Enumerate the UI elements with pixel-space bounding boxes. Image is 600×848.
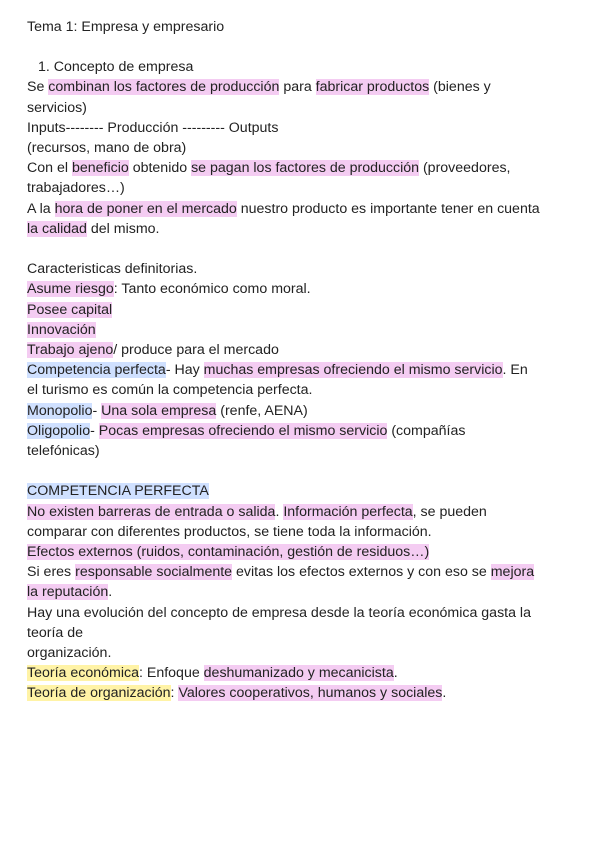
- highlighted-text: se pagan los factores de producción: [191, 160, 420, 177]
- text-segment: servicios): [27, 99, 87, 116]
- highlighted-text: Competencia perfecta: [27, 362, 166, 379]
- text-line: [27, 17, 578, 37]
- text-segment: (renfe, AENA): [216, 402, 308, 419]
- text-segment: (compañías: [387, 422, 466, 439]
- text-line: [27, 259, 578, 279]
- text-segment: -: [90, 422, 99, 439]
- text-line: [27, 57, 578, 77]
- highlighted-text: Pocas empresas ofreciendo el mismo servicio: [98, 422, 388, 439]
- text-segment: para: [279, 79, 316, 96]
- text-segment: Inputs-------- Producción --------- Outputs: [27, 119, 279, 136]
- highlighted-text: Información perfecta: [283, 503, 413, 520]
- text-line: [27, 663, 578, 683]
- text-segment: .: [275, 503, 284, 520]
- text-line: [27, 300, 578, 320]
- highlighted-text: Teoría económica: [27, 665, 139, 682]
- text-segment: telefónicas): [27, 443, 100, 460]
- text-line: [27, 502, 578, 522]
- text-line: [27, 158, 578, 178]
- text-segment: :: [170, 685, 179, 702]
- text-line: [27, 623, 578, 643]
- text-segment: . En: [502, 362, 528, 379]
- text-segment: .: [393, 665, 398, 682]
- highlighted-text: No existen barreras de entrada o salida: [27, 503, 276, 520]
- highlighted-text: Innovación: [27, 321, 96, 338]
- highlighted-text: combinan los factores de producción: [48, 79, 280, 96]
- text-line: [27, 401, 578, 421]
- text-segment: (bienes y: [429, 79, 491, 96]
- text-segment: Caracteristicas definitorias.: [27, 261, 198, 278]
- text-segment: A la: [27, 200, 55, 217]
- text-segment: evitas los efectos externos y con eso se: [232, 564, 491, 581]
- text-line: [27, 77, 578, 97]
- text-segment: obtenido: [128, 160, 192, 177]
- text-line: [27, 603, 578, 623]
- text-line: [27, 481, 578, 501]
- text-segment: : Tanto económico como moral.: [113, 281, 311, 298]
- text-segment: 1. Concepto de empresa: [38, 59, 194, 76]
- text-line: [27, 421, 578, 441]
- highlighted-text: beneficio: [71, 160, 129, 177]
- blank-line: [27, 239, 578, 259]
- highlighted-text: Asume riesgo: [27, 281, 114, 298]
- highlighted-text: Oligopolio: [27, 422, 91, 439]
- text-segment: del mismo.: [86, 220, 160, 237]
- text-line: [27, 199, 578, 219]
- highlighted-text: la reputación: [27, 584, 109, 601]
- text-line: [27, 522, 578, 542]
- text-segment: Tema 1: Empresa y empresario: [27, 19, 225, 35]
- text-segment: -: [92, 402, 102, 419]
- text-line: [27, 562, 578, 582]
- text-segment: comparar con diferentes productos, se tiene toda la información.: [27, 523, 432, 540]
- highlighted-text: Efectos externos (ruidos, contaminación, gestión de residuos…): [27, 544, 430, 561]
- text-line: [27, 98, 578, 118]
- highlighted-text: la calidad: [27, 220, 87, 237]
- text-segment: teoría de: [27, 624, 84, 641]
- text-segment: - Hay: [165, 362, 204, 379]
- highlighted-text: fabricar productos: [315, 79, 430, 96]
- text-line: [27, 582, 578, 602]
- text-line: [27, 320, 578, 340]
- highlighted-text: Una sola empresa: [101, 402, 217, 419]
- text-line: [27, 380, 578, 400]
- text-line: [27, 340, 578, 360]
- text-segment: / produce para el mercado: [113, 342, 279, 359]
- highlighted-text: Trabajo ajeno: [27, 342, 114, 359]
- text-line: [27, 138, 578, 158]
- text-segment: nuestro producto es importante tener en cuenta: [236, 200, 540, 217]
- text-line: [27, 118, 578, 138]
- text-segment: organización.: [27, 645, 112, 662]
- text-line: [27, 441, 578, 461]
- text-segment: Si eres: [27, 564, 76, 581]
- highlighted-text: responsable socialmente: [75, 564, 233, 581]
- text-segment: (proveedores,: [419, 160, 511, 177]
- highlighted-text: muchas empresas ofreciendo el mismo servicio: [203, 362, 503, 379]
- blank-line: [27, 461, 578, 481]
- text-line: [27, 178, 578, 198]
- highlighted-text: mejora: [490, 564, 535, 581]
- text-segment: Hay una evolución del concepto de empresa desde la teoría económica gasta la: [27, 604, 531, 621]
- text-line: [27, 683, 578, 703]
- text-segment: trabajadores…): [27, 180, 125, 197]
- text-segment: Se: [27, 79, 49, 96]
- text-segment: .: [442, 685, 447, 702]
- highlighted-text: deshumanizado y mecanicista: [203, 665, 394, 682]
- text-segment: el turismo es común la competencia perfecta.: [27, 382, 313, 399]
- highlighted-text: COMPETENCIA PERFECTA: [27, 483, 209, 500]
- text-segment: Con el: [27, 160, 72, 177]
- text-line: [27, 219, 578, 239]
- text-segment: , se pueden: [412, 503, 487, 520]
- highlighted-text: hora de poner en el mercado: [54, 200, 237, 217]
- highlighted-text: Monopolio: [27, 402, 93, 419]
- highlighted-text: Valores cooperativos, humanos y sociales: [178, 685, 443, 702]
- text-segment: : Enfoque: [138, 665, 204, 682]
- highlighted-text: Teoría de organización: [27, 685, 171, 702]
- text-line: [27, 542, 578, 562]
- text-line: [27, 360, 578, 380]
- text-segment: (recursos, mano de obra): [27, 140, 187, 157]
- text-line: [27, 279, 578, 299]
- text-line: [27, 643, 578, 663]
- text-segment: .: [108, 584, 113, 601]
- highlighted-text: Posee capital: [27, 301, 113, 318]
